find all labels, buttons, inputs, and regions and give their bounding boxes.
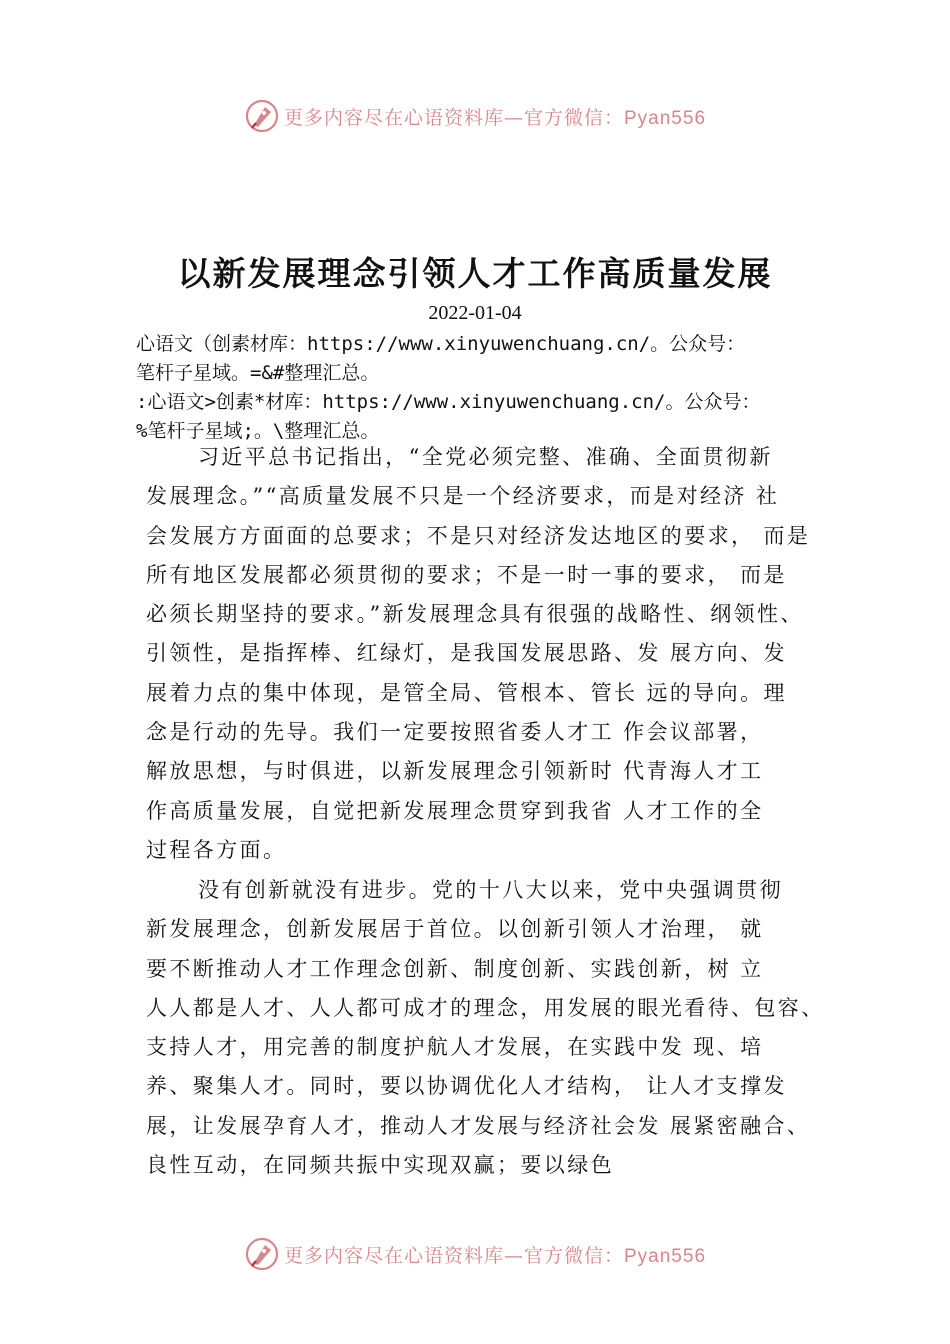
- text-line: 要不断推动人才工作理念创新、制度创新、实践创新，树 立: [146, 956, 764, 981]
- text-line: 必须长期坚持的要求。”新发展理念具有很强的战略性、纲领性、: [146, 602, 804, 627]
- text-line: 引领性，是指挥棒、红绿灯，是我国发展思路、发 展方向、发: [146, 641, 787, 666]
- wechat-id: Pyan556: [624, 1245, 707, 1267]
- text-line: 展着力点的集中体现，是管全局、管根本、管长 远的导向。理: [146, 680, 787, 705]
- text-line: 养、聚集人才。同时，要以协调优化人才结构， 让人才支撑发: [146, 1074, 787, 1099]
- meta-line: 笔杆子星域。=&#整理汇总。: [136, 362, 380, 384]
- text-line: 所有地区发展都必须贯彻的要求；不是一时一事的要求， 而是: [146, 562, 787, 587]
- meta-line: %笔杆子星域;。\整理汇总。: [136, 420, 380, 442]
- text-line: 支持人才，用完善的制度护航人才发展，在实践中发 现、培: [146, 1035, 764, 1060]
- text-line: 念是行动的先导。我们一定要按照省委人才工 作会议部署，: [146, 720, 764, 745]
- text-line: 没有创新就没有进步。党的十八大以来，党中央强调贯彻: [198, 878, 783, 902]
- meta-line: 心语文（创素材库：https://www.xinyuwenchuang.cn/。公众号：: [136, 333, 746, 355]
- pen-nib-logo-icon: [244, 1236, 280, 1272]
- meta-line: :心语文>创素*材库：https://www.xinyuwenchuang.cn/。公众号：: [136, 391, 761, 413]
- text-line: 会发展方方面面的总要求；不是只对经济发达地区的要求， 而是: [146, 523, 811, 548]
- text-line: 人人都是人才、人人都可成才的理念，用发展的眼光看待、包容、: [146, 995, 825, 1020]
- wechat-id: Pyan556: [624, 107, 707, 129]
- body-paragraph-1: [146, 438, 856, 870]
- body-paragraph-2: [146, 871, 856, 1185]
- header-banner: [0, 98, 950, 134]
- text-line: 解放思想，与时俱进，以新发展理念引领新时 代青海人才工: [146, 759, 764, 784]
- pen-nib-logo-icon: [244, 98, 280, 134]
- page-title: 以新发展理念引领人才工作高质量发展: [177, 254, 773, 293]
- text-line: 作高质量发展，自觉把新发展理念贯穿到我省 人才工作的全: [146, 798, 764, 823]
- text-line: 发展理念。”“高质量发展不只是一个经济要求，而是对经济 社: [146, 484, 780, 509]
- text-line: 过程各方面。: [146, 837, 287, 862]
- publish-date: 2022-01-04: [428, 302, 522, 324]
- text-line: 展，让发展孕育人才，推动人才发展与经济社会发 展紧密融合、: [146, 1113, 811, 1138]
- text-line: 习近平总书记指出，“全党必须完整、准确、全面贯彻新: [198, 445, 773, 469]
- footer-banner: [0, 1236, 950, 1272]
- banner-text: 更多内容尽在心语资料库—官方微信：Pyan556: [283, 1244, 707, 1267]
- text-line: 新发展理念，创新发展居于首位。以创新引领人才治理， 就: [146, 917, 764, 942]
- source-note-1: [136, 330, 856, 388]
- banner-text: 更多内容尽在心语资料库—官方微信：Pyan556: [283, 106, 707, 129]
- text-line: 良性互动，在同频共振中实现双赢；要以绿色: [146, 1153, 614, 1178]
